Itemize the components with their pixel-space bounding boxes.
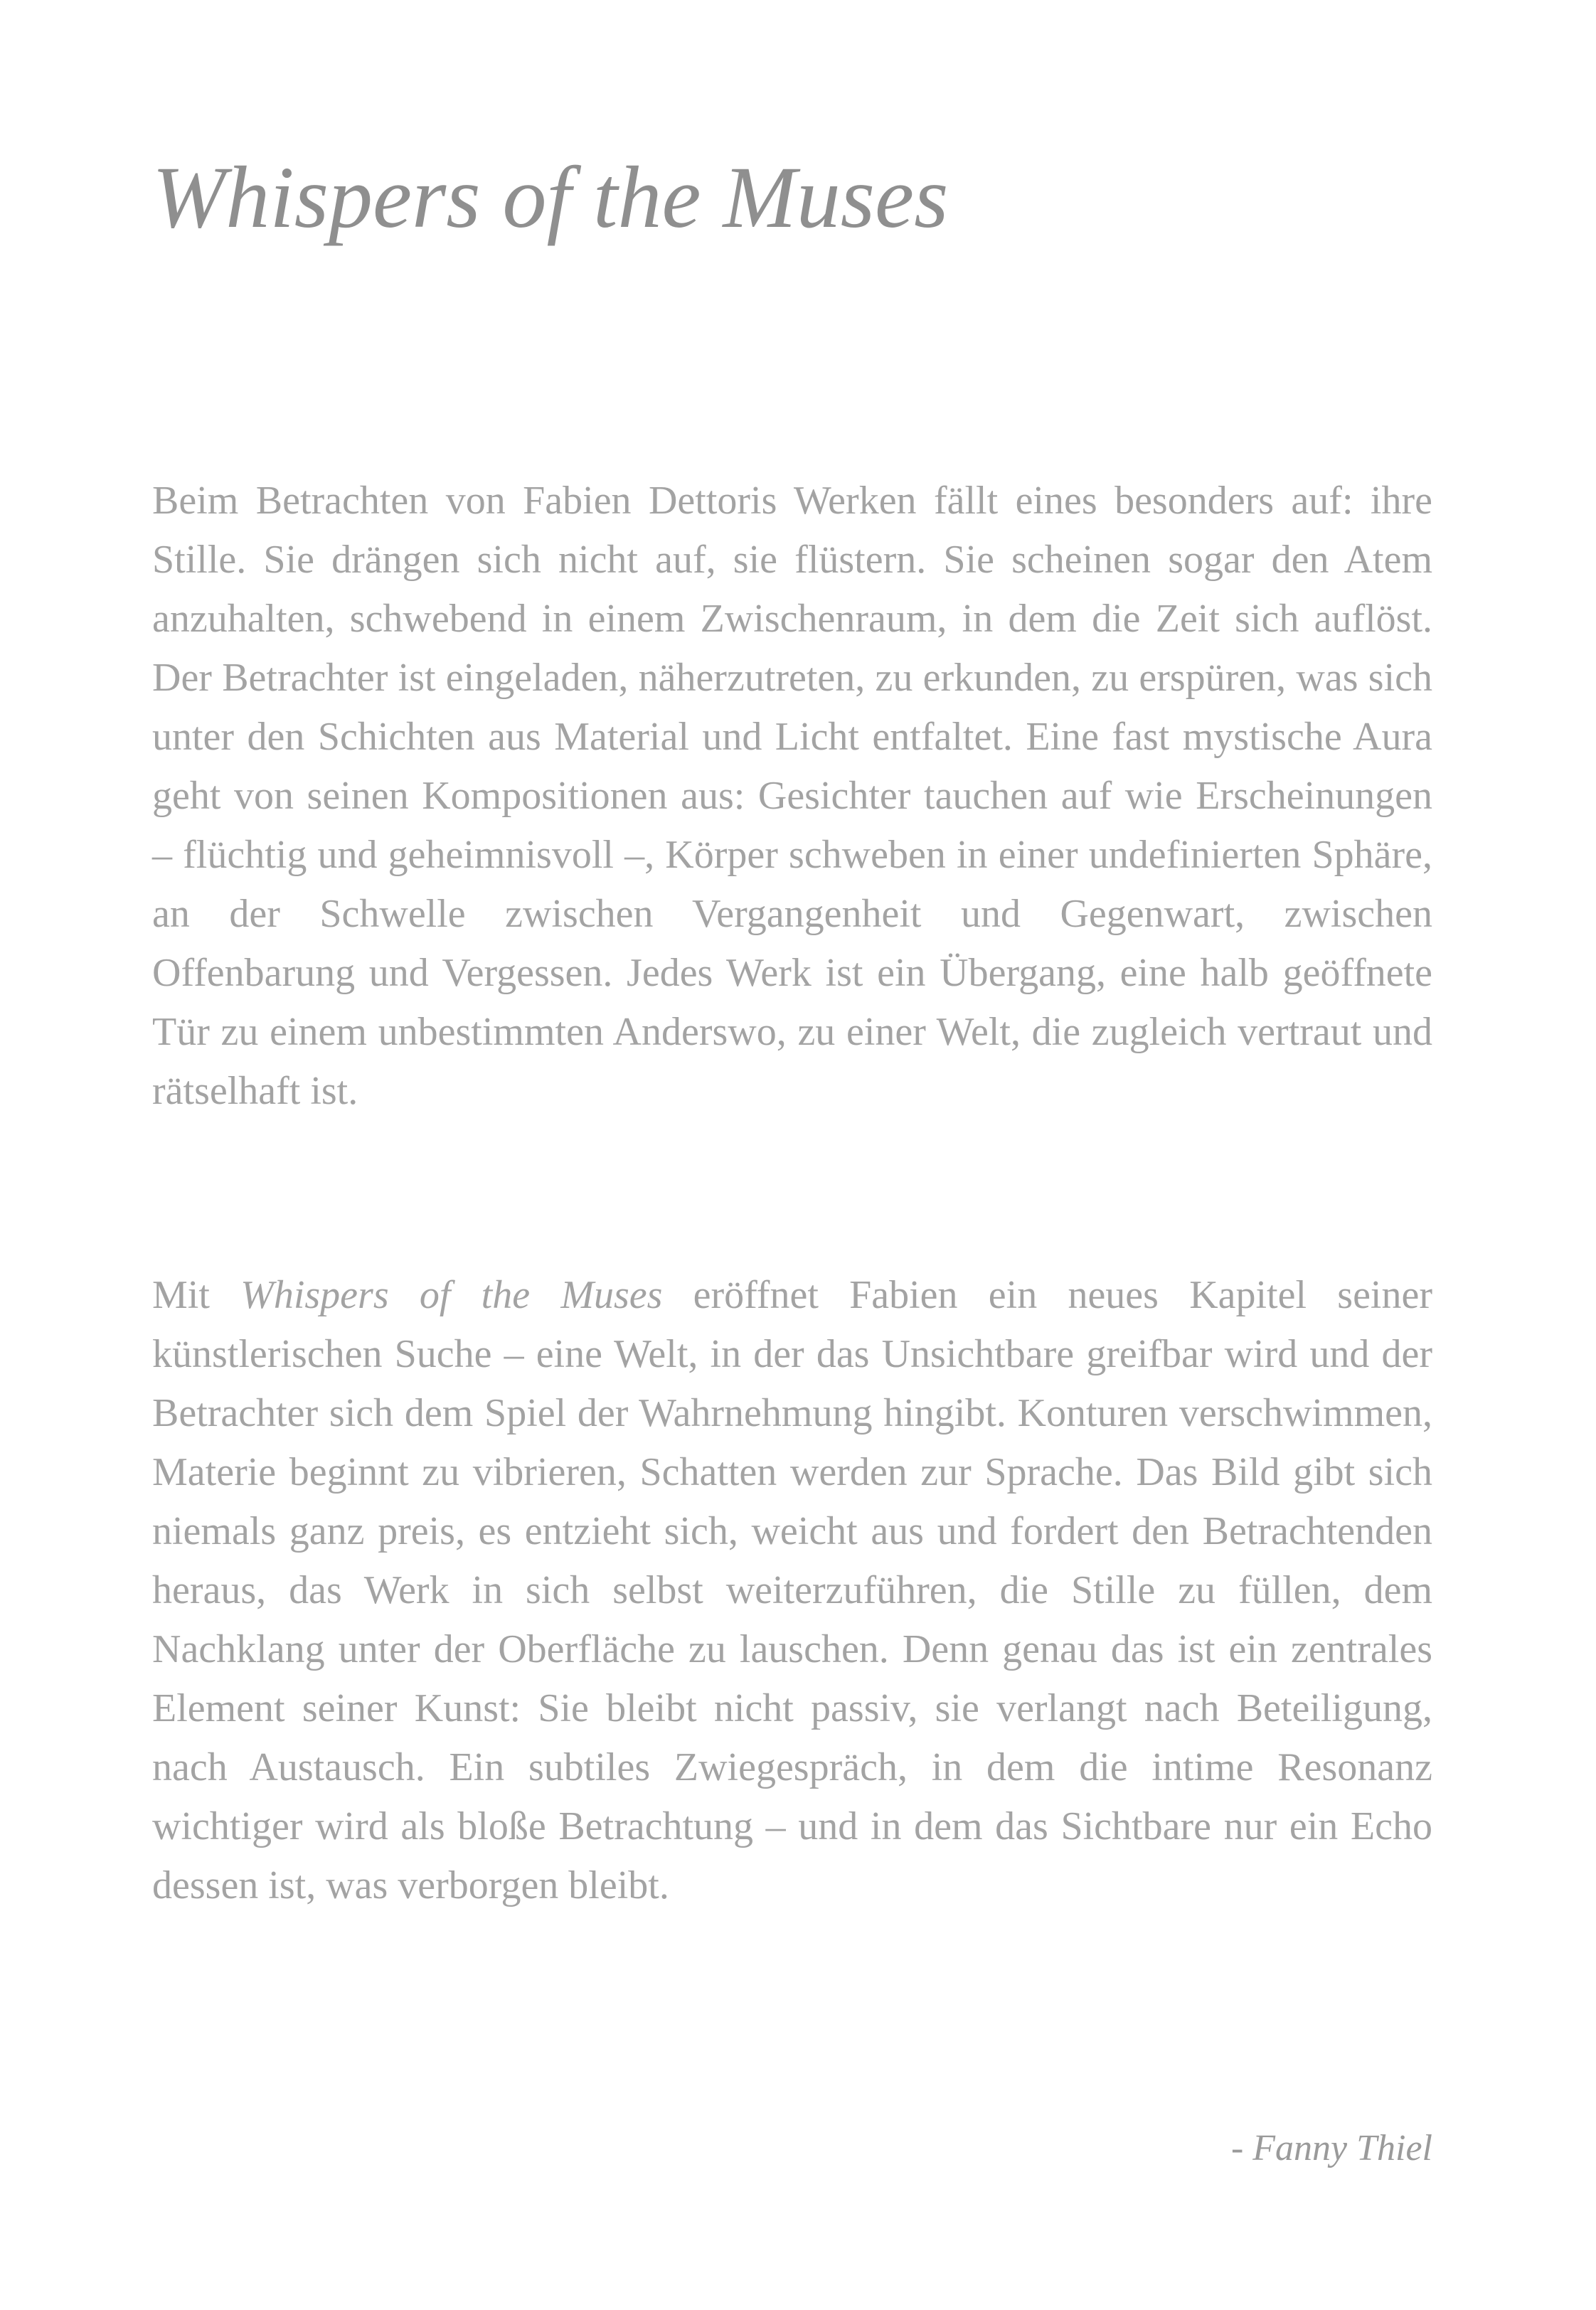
paragraph-body: eröffnet Fabien ein neues Kapitel seiner künstlerischen Suche – eine Welt, in der das Unsichtbare greifbar wird und der Betrachter sich dem Spiel der Wahrnehmung hingibt. Konturen verschwimmen, Materie beginnt zu vibrieren, Schatten werden zur Sprache. Das Bild gibt sich niemals ganz preis, es entzieht sich, weicht aus und fordert den Betrachtenden heraus, das Werk in sich selbst weiterzuführen, die Stille zu füllen, dem Nachklang unter der Oberfläche zu lauschen. Denn genau das ist ein zentrales Element seiner Kunst: Sie bleibt nicht passiv, sie verlangt nach Beteiligung, nach Austausch. Ein subtiles Zwiegespräch, in dem die intime Resonanz wichtiger wird als bloße Betrachtung – und in dem das Sichtbare nur ein Echo dessen ist, was verborgen bleibt. — [152, 1273, 1432, 1907]
second-paragraph — [152, 1266, 1432, 1915]
inline-title: Whispers of the Muses — [240, 1273, 663, 1317]
intro-paragraph: Beim Betrachten von Fabien Dettoris Werken fällt eines besonders auf: ihre Stille. Sie drängen sich nicht auf, sie flüstern. Sie scheinen sogar den Atem anzuhalten, schwebend in einem Zwischenraum, in dem die Zeit sich auflöst. Der Betrachter ist eingeladen, näherzutreten, zu erkunden, zu erspüren, was sich unter den Schichten aus Material und Licht entfaltet. Eine fast mystische Aura geht von seinen Kompositionen aus: Gesichter tauchen auf wie Erscheinungen – flüchtig und geheimnisvoll –, Körper schweben in einer undefinierten Sphäre, an der Schwelle zwischen Vergangenheit und Gegenwart, zwischen Offenbarung und Vergessen. Jedes Werk ist ein Übergang, eine halb geöffnete Tür zu einem unbestimmten Anderswo, zu einer Welt, die zugleich vertraut und rätselhaft ist. — [152, 479, 1432, 1113]
page-title: Whispers of the Muses — [152, 149, 949, 246]
paragraph-prefix: Mit — [152, 1273, 241, 1317]
author-signature: - Fanny Thiel — [1230, 2128, 1432, 2168]
